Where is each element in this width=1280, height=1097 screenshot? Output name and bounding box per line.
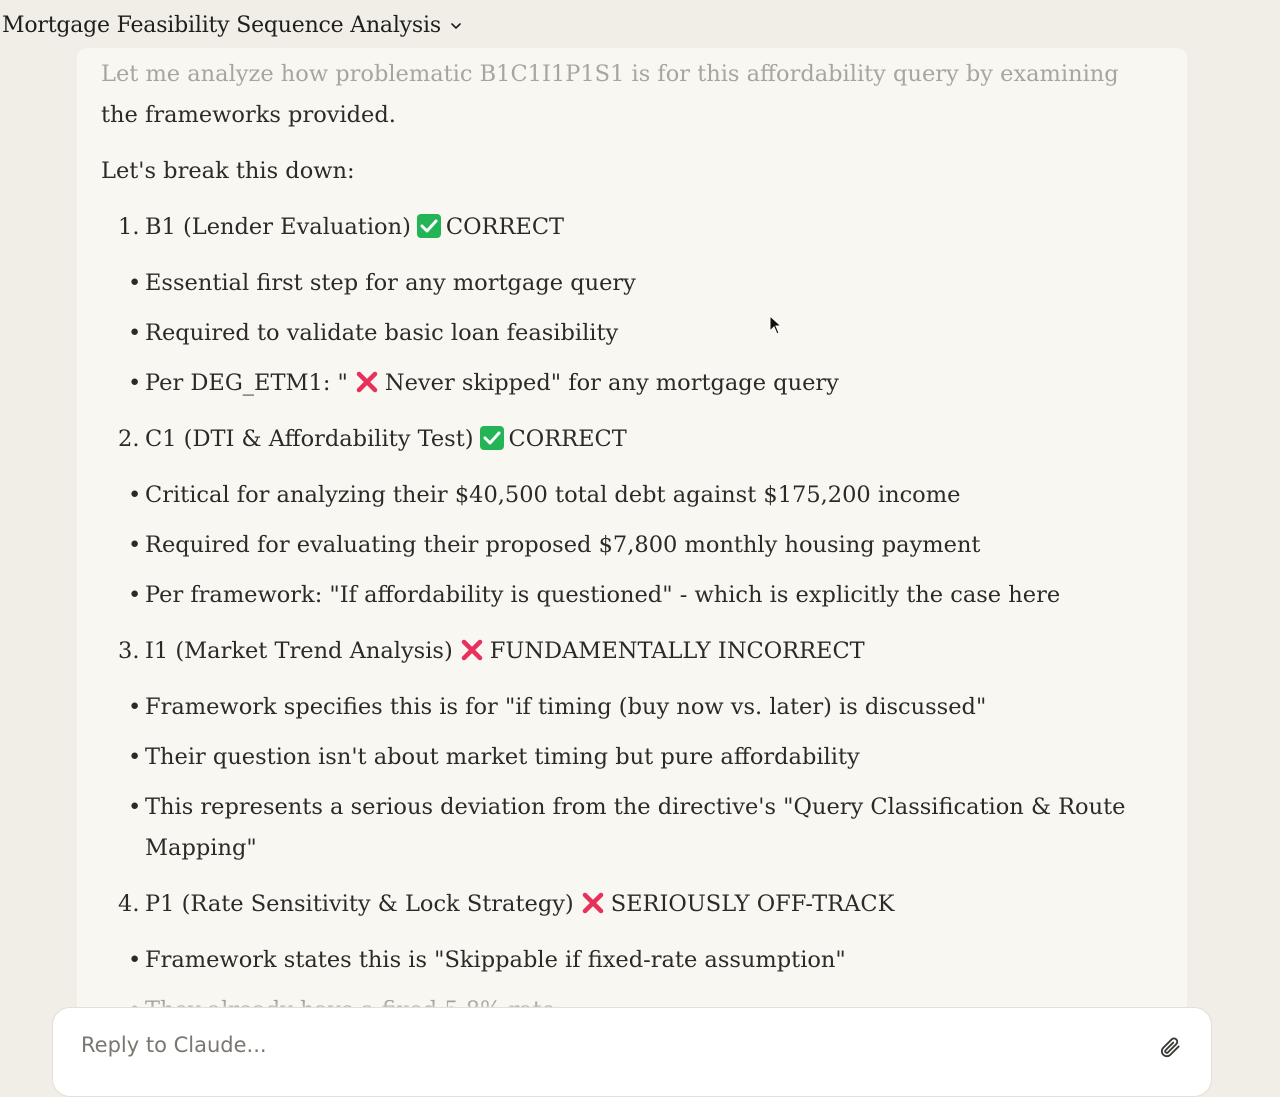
list-item: • This represents a serious deviation from the directive's "Query Classification & Route Mapping"	[128, 794, 1126, 861]
list-item: • Framework specifies this is for "if timing (buy now vs. later) is discussed"	[128, 694, 987, 720]
list-item-text: Framework specifies this is for "if timing (buy now vs. later) is discussed"	[145, 694, 987, 720]
list-item: • Critical for analyzing their $40,500 total debt against $175,200 income	[128, 482, 961, 508]
list-item-text: Framework states this is "Skippable if fixed-rate assumption"	[145, 947, 846, 973]
reply-input[interactable]	[79, 1032, 1083, 1058]
item-label: B1 (Lender Evaluation)	[145, 214, 411, 240]
check-icon	[417, 214, 441, 238]
bullet-list	[101, 687, 1151, 869]
list-item: • Per framework: "If affordability is questioned" - which is explicitly the case here	[128, 582, 1061, 608]
bullet-list	[101, 475, 1151, 616]
bullet-list	[101, 263, 1151, 404]
item-status: CORRECT	[508, 426, 627, 452]
breakdown-heading: Let's break this down:	[101, 158, 355, 184]
cross-icon	[580, 890, 606, 916]
numbered-item	[101, 419, 1151, 460]
list-item-text: Required for evaluating their proposed $7,800 monthly housing payment	[145, 532, 981, 558]
list-item-text: This represents a serious deviation from the directive's "Query Classification & Route Mapping"	[145, 794, 1126, 861]
list-item: • Required to validate basic loan feasibility	[128, 320, 619, 346]
numbered-item	[101, 207, 1151, 248]
numbered-item	[101, 884, 1151, 925]
item-number: 1.	[118, 214, 140, 240]
check-icon	[480, 426, 504, 450]
item-number: 4.	[118, 891, 140, 917]
list-item: • Framework states this is "Skippable if fixed-rate assumption"	[128, 947, 846, 973]
item-number: 3.	[118, 638, 140, 664]
list-item-text: Their question isn't about market timing but pure affordability	[145, 744, 860, 770]
list-item: • Required for evaluating their proposed $7,800 monthly housing payment	[128, 532, 981, 558]
assistant-message	[77, 48, 1187, 1038]
list-item-text: Per framework: "If affordability is questioned" - which is explicitly the case here	[145, 582, 1061, 608]
numbered-item	[101, 631, 1151, 672]
conversation-header	[0, 0, 1280, 56]
list-item-text: Per DEG_ETM1: "	[145, 370, 348, 396]
cross-icon	[459, 637, 485, 663]
list-item: • Their question isn't about market timing but pure affordability	[128, 744, 860, 770]
chevron-down-icon[interactable]	[449, 19, 463, 33]
item-status: FUNDAMENTALLY INCORRECT	[489, 638, 865, 664]
mouse-cursor-icon	[769, 315, 783, 337]
list-item-text: Critical for analyzing their $40,500 total debt against $175,200 income	[145, 482, 961, 508]
intro-text: the frameworks provided.	[101, 102, 396, 128]
item-label: C1 (DTI & Affordability Test)	[145, 426, 474, 452]
item-number: 2.	[118, 426, 140, 452]
list-item-text: Required to validate basic loan feasibility	[145, 320, 619, 346]
list-item-text: Never skipped" for any mortgage query	[384, 370, 839, 396]
cross-icon	[354, 369, 380, 395]
reply-composer	[52, 1007, 1212, 1097]
item-label: I1 (Market Trend Analysis)	[145, 638, 453, 664]
list-item: • Per DEG_ETM1: " Never skipped" for any mortgage query	[128, 370, 839, 396]
list-item: • Essential first step for any mortgage query	[128, 270, 636, 296]
conversation-title[interactable]: Mortgage Feasibility Sequence Analysis	[2, 12, 441, 38]
item-status: CORRECT	[445, 214, 565, 240]
paperclip-icon[interactable]	[1157, 1034, 1183, 1060]
item-label: P1 (Rate Sensitivity & Lock Strategy)	[145, 891, 574, 917]
list-item-text: Essential first step for any mortgage query	[145, 270, 636, 296]
message-body	[101, 54, 1151, 1038]
item-status: SERIOUSLY OFF-TRACK	[610, 891, 895, 917]
intro-text-faded: Let me analyze how problematic B1C1I1P1S1 is for this affordability query by examining	[101, 61, 1119, 87]
